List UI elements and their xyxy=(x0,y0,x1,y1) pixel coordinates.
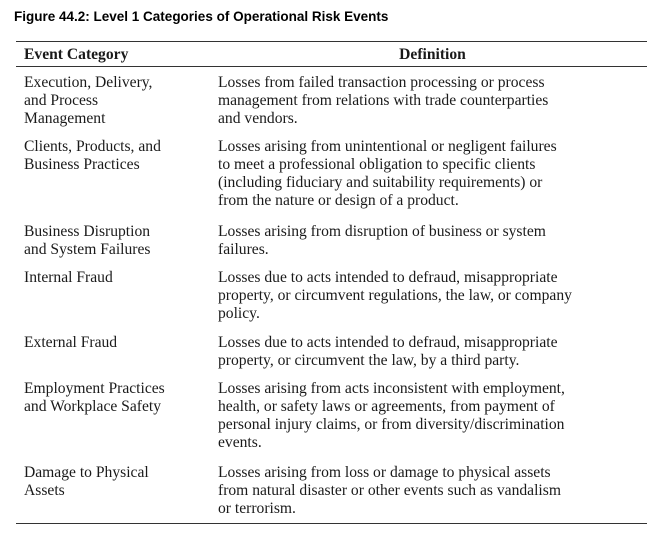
definition-text-line: Losses arising from loss or damage to physical assets xyxy=(218,464,551,481)
category-text-line: External Fraud xyxy=(24,334,118,351)
definition-text-line: Losses due to acts intended to defraud, misappropriate xyxy=(218,269,558,286)
definition-text-line: management from relations with trade counterparties xyxy=(218,92,549,109)
category-text-line: Employment Practices xyxy=(24,380,165,397)
definition-text-line: and vendors. xyxy=(218,110,298,127)
category-text-line: and Workplace Safety xyxy=(24,398,162,415)
category-text-line: Internal Fraud xyxy=(24,269,113,286)
definition-text-line: failures. xyxy=(218,241,269,258)
definition-text-line: Losses arising from disruption of business or system xyxy=(218,223,546,240)
definition-text-line: Losses arising from acts inconsistent with employment, xyxy=(218,380,565,397)
definition-text-line: Losses arising from unintentional or negligent failures xyxy=(218,138,557,155)
column-header-definition: Definition xyxy=(399,46,466,63)
definition-text-line: health, or safety laws or agreements, from payment of xyxy=(218,398,555,415)
category-text-line: Management xyxy=(24,110,106,127)
definition-text-line: from the nature or design of a product. xyxy=(218,192,459,209)
definition-cell xyxy=(218,223,643,259)
table-header-rule xyxy=(16,66,647,67)
definition-text-line: to meet a professional obligation to specific clients xyxy=(218,156,536,173)
definition-cell xyxy=(218,74,643,128)
definition-text-line: Losses due to acts intended to defraud, misappropriate xyxy=(218,334,558,351)
definition-text-line: from natural disaster or other events such as vandalism xyxy=(218,482,561,499)
definition-text-line: property, or circumvent regulations, the law, or company xyxy=(218,287,572,304)
category-text-line: Assets xyxy=(24,482,65,499)
figure-caption: Figure 44.2: Level 1 Categories of Operational Risk Events xyxy=(14,9,389,24)
table-bottom-rule xyxy=(16,523,647,524)
event-category-cell xyxy=(24,74,212,128)
category-text-line: and Process xyxy=(24,92,99,109)
event-category-cell xyxy=(24,380,212,416)
category-text-line: Business Practices xyxy=(24,156,140,173)
event-category-cell xyxy=(24,223,212,259)
event-category-cell xyxy=(24,138,212,174)
column-header-event-category: Event Category xyxy=(24,46,129,63)
category-text-line: Business Disruption xyxy=(24,223,151,240)
event-category-cell xyxy=(24,269,212,287)
definition-cell xyxy=(218,464,643,518)
definition-text-line: property, or circumvent the law, by a third party. xyxy=(218,352,520,369)
definition-cell xyxy=(218,138,643,210)
event-category-cell xyxy=(24,464,212,500)
category-text-line: Clients, Products, and xyxy=(24,138,161,155)
category-text-line: Damage to Physical xyxy=(24,464,149,481)
definition-text-line: policy. xyxy=(218,305,260,322)
definition-text-line: personal injury claims, or from diversity/discrimination xyxy=(218,416,565,433)
definition-cell xyxy=(218,334,643,370)
definition-text-line: or terrorism. xyxy=(218,500,296,517)
category-text-line: and System Failures xyxy=(24,241,151,258)
event-category-cell xyxy=(24,334,212,352)
table-top-rule xyxy=(16,41,647,42)
definition-text-line: events. xyxy=(218,434,262,451)
definition-cell xyxy=(218,380,643,452)
definition-text-line: Losses from failed transaction processing or process xyxy=(218,74,545,91)
definition-cell xyxy=(218,269,643,323)
definition-text-line: (including fiduciary and suitability requirements) or xyxy=(218,174,543,191)
category-text-line: Execution, Delivery, xyxy=(24,74,153,91)
table-header-row xyxy=(16,46,647,64)
